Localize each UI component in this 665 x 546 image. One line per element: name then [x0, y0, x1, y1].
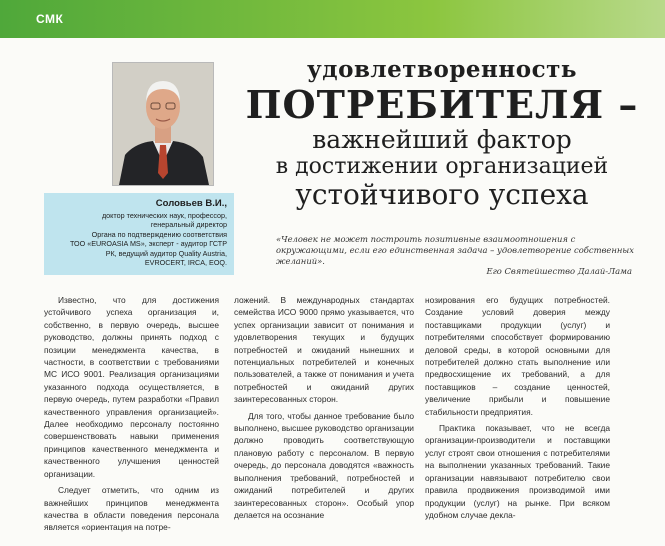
paragraph: нозирования его будущих потребностей. Создание условий доверия между поставщиками продукции (услуг) и потребителями способствует формированию деловой среды, в которой основными для потребителей должно стать выполнение или предвосхищение их требований, а для поставщиков – создание ценностей, увеличение прибыли и повышение стабильности предприятия. [425, 295, 610, 417]
title-line-1: удовлетворенность [307, 56, 577, 83]
author-portrait [113, 63, 213, 185]
header-band [0, 0, 665, 38]
title-line-4: в достижении организацией [275, 154, 609, 179]
paragraph: Практика показывает, что не всегда организации-производители и поставщики услуг строят свои отношения с потребителями на выполнении указанных требований. Такие организации навязывают потребителю свои правила продвижения производимой ими продукции (услуг) на рынке. При всяком удобном случае декла- [425, 423, 610, 520]
title-line-5: устойчивого успеха [295, 178, 589, 211]
author-line: EVROCERT, IRCA, EOQ. [144, 258, 227, 268]
paragraph: Для того, чтобы данное требование было выполнено, высшее руководство организации должно проводить соответствующую плановую работу с персоналом. В первую очередь, до персонала доводятся «важность выполнения требований, потребностей и ожиданий потребителей и других заинтересованных сторон». Особый упор делается на осознание [234, 410, 414, 520]
author-photo [112, 62, 214, 186]
section-label: СМК [36, 12, 64, 26]
paragraph: ложений. В международных стандартах семейства ИСО 9000 прямо указывается, что успех организации зависит от понимания и удовлетворения текущих и будущих потребностей и ожиданий нынешних и потенциальных потребителей и конечных пользователей, а также от понимания и учета потребностей и ожиданий других заинтересованных сторон. [234, 295, 414, 405]
epigraph-quote: «Человек не может построить позитивные взаимоотношения с окружающими, если его единственная задача – удовлетворение собственных желаний». [276, 234, 634, 266]
paragraph: Известно, что для достижения устойчивого успеха организация и, собственно, в первую очередь, высшее руководство, должны принять подход с позиции менеджмента качества, в частности, в соответствии с требованиями МС ИСО 9001. Реализация организациями указанного подхода осуществляется, в первую очередь, путем разработки «Правил качественного управления организацией». Далее необходимо персоналу постоянно совершенствовать навыки применения принципов качественного менеджмента и качественного улучшения ценностей организации. [44, 295, 219, 479]
author-line: Органа по подтверждению соответствия [91, 229, 227, 239]
author-line: генеральный директор [150, 220, 227, 230]
paragraph: Следует отметить, что одним из важнейших принципов менеджмента качества в области поведения персонала является «ориентация на потре- [44, 485, 219, 533]
title-line-2: ПОТРЕБИТЕЛЯ – [245, 82, 639, 127]
author-description [44, 211, 227, 267]
author-name: Соловьев В.И., [155, 198, 227, 209]
text-column-3 [425, 294, 610, 525]
text-column-2 [234, 294, 414, 525]
author-line: РК, ведущий аудитор Quality Austria, [105, 248, 227, 258]
article-title [232, 56, 652, 211]
text-column-1 [44, 294, 219, 538]
author-line: ТОО «EUROASIA MS», эксперт - аудитор ГСТР [69, 239, 227, 249]
author-line: доктор технических наук, профессор, [101, 211, 227, 220]
title-line-3: важнейший фактор [312, 125, 572, 154]
epigraph-author: Его Святейшество Далай-Лама [486, 266, 632, 276]
